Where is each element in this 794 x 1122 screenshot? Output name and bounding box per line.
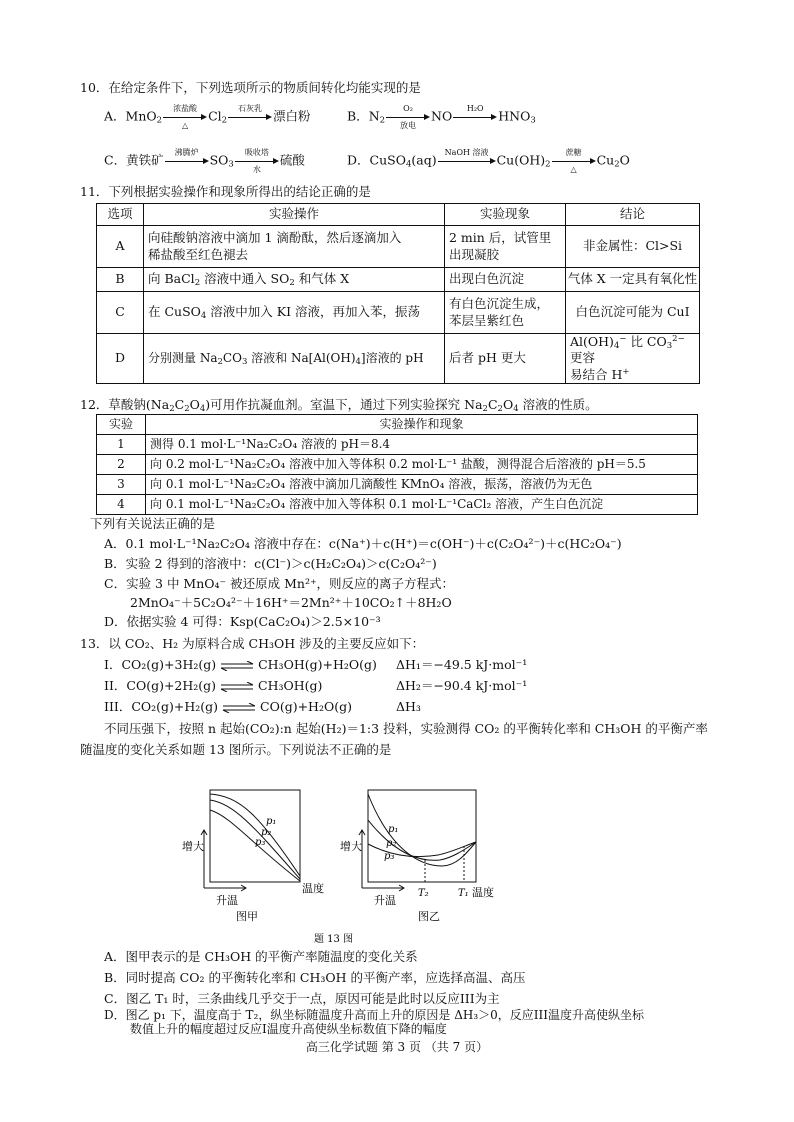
graph-b-label-p3: p₃: [384, 851, 395, 862]
reaction-arrow: 浓盐酸 △: [163, 105, 207, 129]
reaction-3: III．CO₂(g)+H₂(g) CO(g)+H₂O(g): [104, 699, 352, 714]
graph-b-y-label: 增大: [340, 840, 362, 853]
q10-stem: 10．在给定条件下，下列选项所示的物质间转化均能实现的是: [80, 80, 421, 95]
q12-stem: 12．草酸钠$(Na_2C_2O_4)$可用作抗凝血剂。室温下，通过下列实验探究 $Na_2C_2O_4$ 溶液的性质。: [80, 397, 598, 414]
graph-a-y-label: 增大: [182, 840, 204, 853]
q12-option-b: B．实验 2 得到的溶液中：c(Cl⁻)＞c(H₂C₂O₄)＞c(C₂O₄²⁻): [104, 556, 437, 571]
reaction-1: I．CO₂(g)+3H₂(g) CH₃OH(g)+H₂O(g): [104, 657, 377, 672]
table-row: C 在 CuSO$_4$ 溶液中加入 KI 溶液，再加入苯，振荡 有白色沉淀生成， 苯层呈紫红色 白色沉淀可能为 CuI: [97, 292, 700, 334]
q13-paragraph-1: 不同压强下，按照 n 起始(CO₂):n 起始(H₂)＝1:3 投料，实验测得 CO₂ 的平衡转化率和 CH₃OH 的平衡产率: [104, 721, 708, 736]
q12-option-c-equation: 2MnO₄⁻＋5C₂O₄²⁻＋16H⁺＝2Mn²⁺＋10CO₂↑＋8H₂O: [130, 595, 452, 610]
header-operation: 实验操作: [144, 204, 445, 226]
reaction-arrow: 沸腾炉: [165, 149, 209, 173]
header-conclusion: 结论: [566, 204, 700, 226]
q13-option-a: A．图甲表示的是 CH₃OH 的平衡产率随温度的变化关系: [104, 949, 418, 964]
q13-paragraph-2: 随温度的变化关系如题 13 图所示。下列说法不正确的是: [80, 742, 392, 757]
q13-option-b: B．同时提高 CO₂ 的平衡转化率和 CH₃OH 的平衡产率，应选择高温、高压: [104, 970, 526, 985]
graph-b-label-p2: p₂: [386, 838, 397, 849]
q13-option-c: C．图乙 T₁ 时，三条曲线几乎交于一点，原因可能是此时以反应III为主: [104, 991, 500, 1006]
equilibrium-arrow-icon: [222, 703, 256, 713]
reaction-2: II．CO(g)+2H₂(g) CH₃OH(g): [104, 678, 323, 693]
table-row: 1 测得 0.1 mol·L⁻¹Na₂C₂O₄ 溶液的 pH＝8.4: [97, 435, 698, 455]
q12-option-a: A．0.1 mol·L⁻¹Na₂C₂O₄ 溶液中存在：c(Na⁺)＋c(H⁺)＝c(OH⁻)＋c(C₂O₄²⁻)＋c(HC₂O₄⁻): [104, 536, 622, 551]
graph-a-label-p1: p₁: [266, 816, 277, 827]
page-footer: 高三化学试题 第 3 页 （共 7 页）: [305, 1040, 489, 1054]
q11-stem: 11．下列根据实验操作和现象所得出的结论正确的是: [80, 184, 371, 199]
q10-option-b: B．$N_2$ O₂ 放电 NO H₂O $HNO_3$: [347, 104, 536, 130]
q10-option-c: C．黄铁矿 沸腾炉 $SO_3$ 吸收塔 水 硫酸: [104, 148, 305, 174]
equilibrium-arrow-icon: [220, 682, 254, 692]
graph-a-frame: [210, 790, 300, 882]
graph-b-temp-label: 温度: [472, 886, 494, 899]
q12-lead: 下列有关说法正确的是: [90, 516, 216, 531]
table-row: B 向 BaCl$_2$ 溶液中通入 $SO_2$ 和气体 X 出现白色沉淀 气体 X 一定具有氧化性: [97, 268, 700, 292]
figure-13: [180, 780, 510, 950]
reaction-arrow: H₂O: [453, 105, 497, 129]
reaction-3-enthalpy: ΔH₃: [396, 699, 421, 714]
q12-table: 实验 实验操作和现象 1 测得 0.1 mol·L⁻¹Na₂C₂O₄ 溶液的 pH＝8.4 2 向 0.2 mol·L⁻¹Na₂C₂O₄ 溶液中加入等体积 0.2 mol·L⁻¹ 盐酸，测得混合后溶液的 pH＝5.5 3 向 0.1 mol·L⁻¹Na₂C₂O₄ 溶液中滴加几滴酸性 KMnO₄ 溶液，振荡，溶液仍为无色 4 向 0.1 mol·L⁻¹Na₂C₂O₄ 溶液中加入等体积 0.1 mol·L⁻¹CaCl₂ 溶液，产生白色沉淀: [96, 414, 698, 515]
reaction-arrow: O₂ 放电: [386, 105, 430, 129]
reaction-arrow: NaOH 溶液: [438, 149, 496, 173]
reaction-arrow: 石灰乳: [228, 105, 272, 129]
graph-a-x-label: 升温: [216, 894, 238, 907]
graph-b-frame: [368, 790, 476, 882]
graph-b-x-label: 升温: [374, 894, 396, 907]
graph-a-label-p2: p₂: [261, 827, 272, 838]
reaction-1-enthalpy: ΔH₁＝−49.5 kJ·mol⁻¹: [396, 657, 528, 672]
graph-a-label-p3: p₃: [255, 837, 266, 848]
graph-b-label-t2: T₂: [418, 888, 429, 899]
graph-b-label-p1: p₁: [388, 824, 399, 835]
reaction-2-enthalpy: ΔH₂＝−90.4 kJ·mol⁻¹: [396, 678, 528, 693]
graph-a-caption: 图甲: [236, 910, 258, 923]
q12-option-d: D．依据实验 4 可得：Ksp(CaC₂O₄)＞2.5×10⁻³: [104, 614, 381, 629]
table-row: A 向硅酸钠溶液中滴加 1 滴酚酞，然后逐滴加入 稀盐酸至红色褪去 2 min 后，试管里 出现凝胶 非金属性：Cl>Si: [97, 226, 700, 268]
graph-a-temp-label: 温度: [302, 882, 324, 895]
graph-b-label-t1: T₁: [458, 888, 469, 899]
figure-caption: 题 13 图: [314, 934, 354, 945]
table-row: D 分别测量 $Na_2CO_3$ 溶液和 $Na[Al(OH)_4]$溶液的 pH 后者 pH 更大 $Al(OH)_4^-$ 比 $CO_3^{2-}$ 更容 易结合 H+: [97, 334, 700, 384]
header-phenomenon: 实验现象: [445, 204, 566, 226]
equilibrium-arrow-icon: [220, 661, 254, 671]
q13-stem: 13．以 CO₂、H₂ 为原料合成 CH₃OH 涉及的主要反应如下：: [80, 636, 425, 651]
header-option: 选项: [97, 204, 144, 226]
reaction-arrow: 吸收塔 水: [235, 149, 279, 173]
q10-option-a: A．MnO$_2$ 浓盐酸 △ $Cl_2$ 石灰乳 漂白粉: [104, 104, 311, 130]
q10-option-d: D．CuSO$_4$(aq) NaOH 溶液 $Cu(OH)_2$ 蔗糖 △ $Cu_2O$: [347, 148, 630, 174]
q11-table: [96, 203, 700, 384]
q12-option-c: C．实验 3 中 MnO₄⁻ 被还原成 Mn²⁺，则反应的离子方程式：: [104, 576, 455, 591]
q13-option-d-cont: 数值上升的幅度超过反应I温度升高使纵坐标数值下降的幅度: [130, 1022, 447, 1036]
q13-option-d: D．图乙 p₁ 下，温度高于 T₂，纵坐标随温度升高而上升的原因是 ΔH₃＞0，反应III温度升高使纵坐标: [104, 1008, 644, 1022]
table-row: 4 向 0.1 mol·L⁻¹Na₂C₂O₄ 溶液中加入等体积 0.1 mol·L⁻¹CaCl₂ 溶液，产生白色沉淀: [97, 495, 698, 515]
reaction-arrow: 蔗糖 △: [552, 149, 596, 173]
table-row: 2 向 0.2 mol·L⁻¹Na₂C₂O₄ 溶液中加入等体积 0.2 mol·L⁻¹ 盐酸，测得混合后溶液的 pH＝5.5: [97, 455, 698, 475]
graph-b-caption: 图乙: [418, 910, 440, 923]
table-row: 3 向 0.1 mol·L⁻¹Na₂C₂O₄ 溶液中滴加几滴酸性 KMnO₄ 溶液，振荡，溶液仍为无色: [97, 475, 698, 495]
